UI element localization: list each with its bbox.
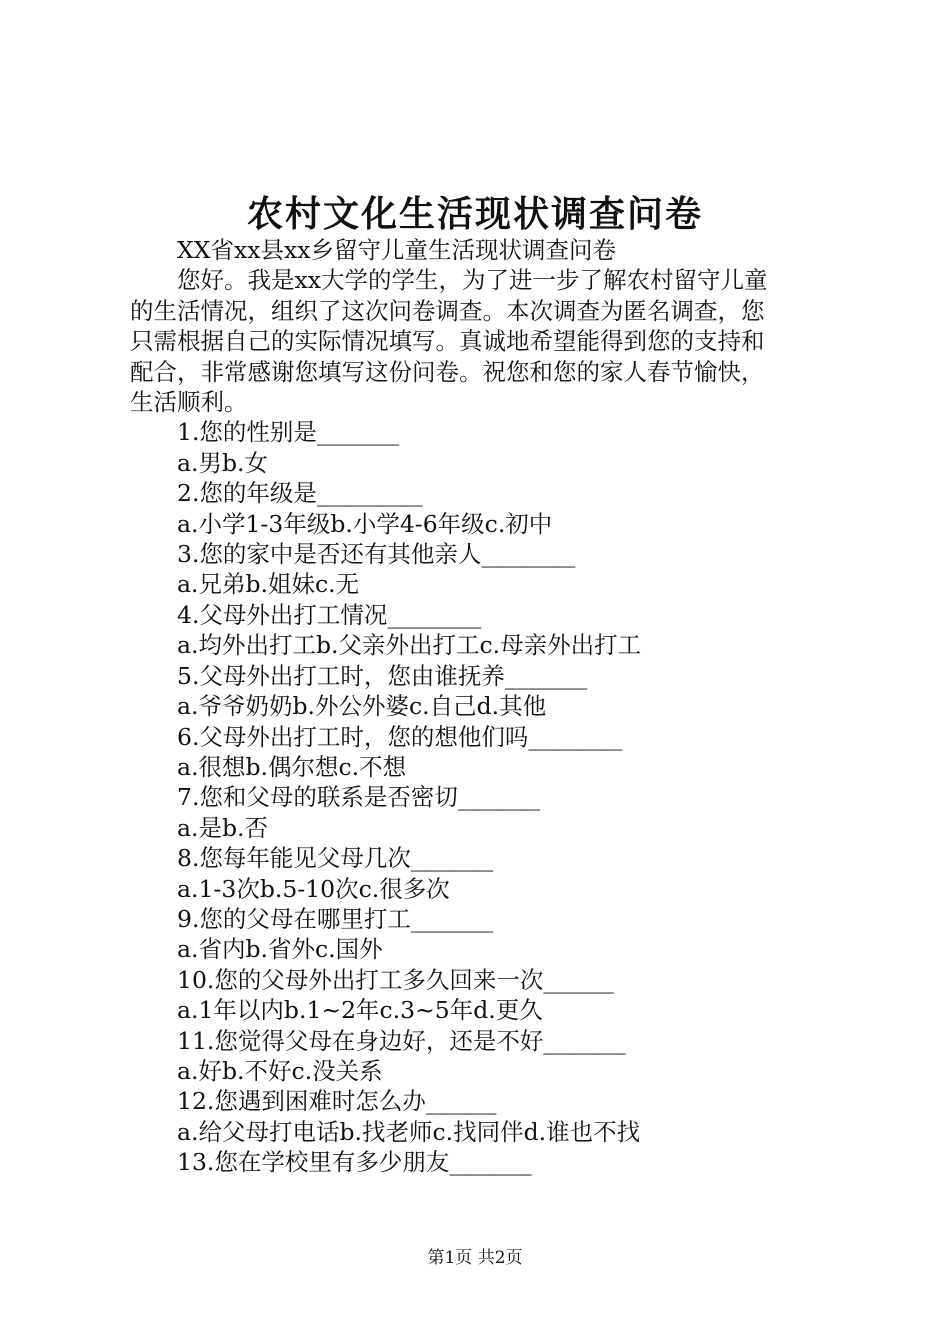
answer-options: a.省内b.省外c.国外: [177, 935, 383, 964]
intro-line: 配合，非常感谢您填写这份问卷。祝您和您的家人春节愉快，: [130, 357, 765, 386]
answer-options: a.爷爷奶奶b.外公外婆c.自己d.其他: [177, 692, 547, 721]
intro-line: 只需根据自己的实际情况填写。真诚地希望能得到您的支持和: [130, 327, 765, 356]
question-text: 11.您觉得父母在身边好，还是不好_______: [177, 1026, 626, 1055]
answer-options: a.兄弟b.姐妹c.无: [177, 570, 360, 599]
answer-options: a.好b.不好c.没关系: [177, 1056, 383, 1085]
question-text: 4.父母外出打工情况________: [177, 600, 482, 629]
document-body: [130, 235, 830, 1178]
question-list: [130, 417, 830, 1177]
document-title: 农村文化生活现状调查问卷: [246, 194, 703, 235]
question-text: 5.父母外出打工时，您由谁抚养_______: [177, 661, 588, 690]
question-text: 9.您的父母在哪里打工_______: [177, 904, 494, 933]
intro-line: 生活顺利。: [130, 388, 248, 417]
survey-subtitle: XX省xx县xx乡留守儿童生活现状调查问卷: [177, 236, 616, 264]
question-text: 1.您的性别是_______: [177, 418, 400, 447]
answer-options: a.男b.女: [177, 448, 268, 477]
question-text: 6.父母外出打工时，您的想他们吗________: [177, 722, 623, 751]
page-footer: 第1页 共2页: [427, 1248, 523, 1268]
answer-options: a.是b.否: [177, 813, 268, 842]
question-text: 8.您每年能见父母几次_______: [177, 844, 494, 873]
question-text: 10.您的父母外出打工多久回来一次______: [177, 965, 614, 994]
question-text: 2.您的年级是_________: [177, 479, 423, 508]
answer-options: a.1-3次b.5-10次c.很多次: [177, 874, 450, 903]
answer-options: a.1年以内b.1~2年c.3~5年d.更久: [177, 996, 543, 1025]
intro-line: 您好。我是xx大学的学生，为了进一步了解农村留守儿童: [177, 266, 768, 295]
question-text: 3.您的家中是否还有其他亲人________: [177, 540, 576, 569]
answer-options: a.均外出打工b.父亲外出打工c.母亲外出打工: [177, 631, 642, 660]
question-text: 12.您遇到困难时怎么办______: [177, 1087, 497, 1116]
answer-options: a.小学1-3年级b.小学4-6年级c.初中: [177, 509, 553, 538]
answer-options: a.给父母打电话b.找老师c.找同伴d.谁也不找: [177, 1117, 641, 1146]
intro-line: 的生活情况，组织了这次问卷调查。本次调查为匿名调查，您: [130, 296, 765, 325]
question-text: 13.您在学校里有多少朋友_______: [177, 1148, 532, 1177]
intro-paragraph: [130, 265, 830, 417]
question-text: 7.您和父母的联系是否密切_______: [177, 783, 541, 812]
answer-options: a.很想b.偶尔想c.不想: [177, 752, 407, 781]
